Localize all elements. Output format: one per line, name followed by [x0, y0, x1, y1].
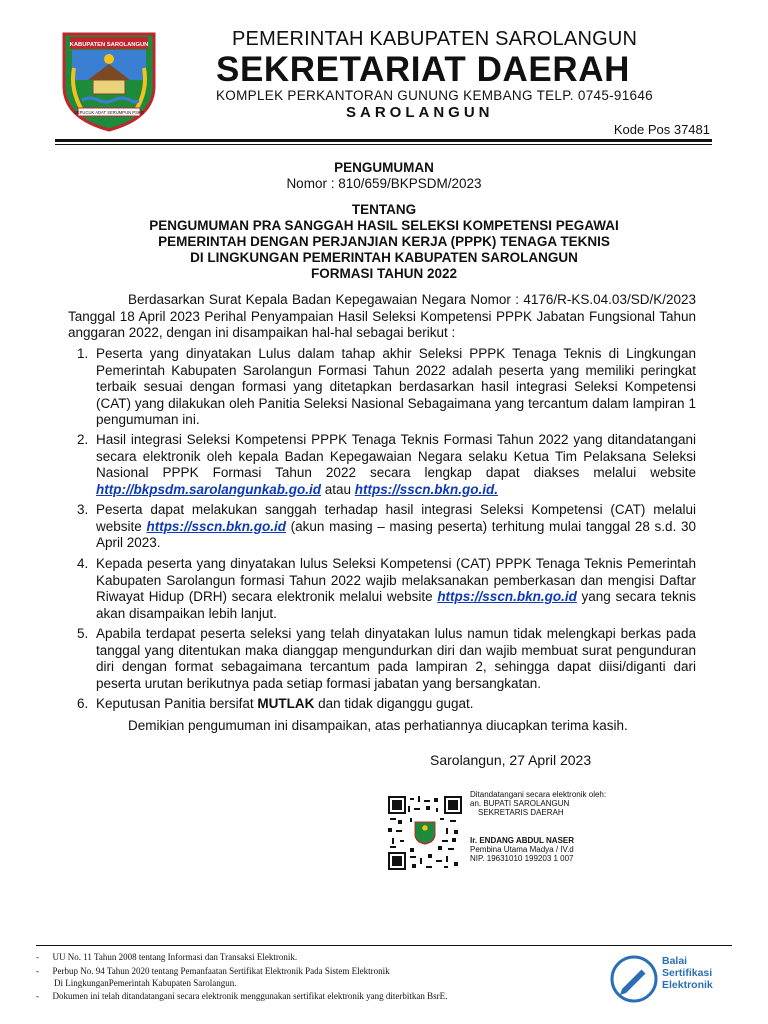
office-address: KOMPLEK PERKANTORAN GUNUNG KEMBANG TELP. 0745-91646	[216, 88, 653, 103]
list-text: Peserta dapat melakukan sanggah terhadap hasil integrasi Seleksi Kompetensi (CAT) melalui website https://sscn.bkn.go.id (akun masing – masing peserta) terhitung mulai tanggal 28 s.d. 30 April 2023.	[96, 502, 697, 550]
list-item	[68, 556, 696, 622]
footer-note: - Perbup No. 94 Tahun 2020 tentang Pemanfaatan Sertifikat Elektronik Pada Sistem Elektronik	[36, 966, 390, 976]
government-name: PEMERINTAH KABUPATEN SAROLANGUN	[232, 28, 638, 50]
title-line-4: FORMASI TAHUN 2022	[310, 266, 458, 281]
qr-code-icon	[388, 796, 462, 870]
list-text: Kepada peserta yang dinyatakan lulus Seleksi Kompetensi (CAT) PPPK Tenaga Teknis Pemerintah Kabupaten Sarolangun formasi Tahun 2022 wajib melaksanakan pemberkasan dan mengisi Daftar Riwayat Hidup (DRH) secara elektronik melalui website https://sscn.bkn.go.id yang secara teknis akan disampaikan lebih lanjut.	[96, 556, 697, 621]
list-number: 5.	[77, 626, 89, 641]
postal-code: Kode Pos 37481	[613, 122, 710, 137]
list-text: Apabila terdapat peserta seleksi yang telah dinyatakan lulus namun tidak melengkapi berkas pada tanggal yang ditentukan maka dianggap mengundurkan diri dan wajib membuat surat pengunduran diri dengan format sebagaimana tercantum pada lampiran 2, sehingga dapat diisi/diganti dari peserta urutan berikutnya pada setiap formasi jabatan yang bersangkatan.	[96, 626, 696, 691]
list-item	[68, 696, 696, 713]
letterhead-rule-thick	[55, 139, 712, 142]
closing-paragraph: Demikian pengumuman ini disampaikan, atas perhatiannya diucapkan terima kasih.	[128, 718, 628, 733]
list-item	[68, 626, 696, 692]
letterhead-rule-thin	[55, 144, 712, 145]
office-city: SAROLANGUN	[346, 104, 494, 121]
link-sscn[interactable]: https://sscn.bkn.go.id	[146, 518, 286, 534]
list-number: 3.	[77, 502, 89, 517]
list-item	[68, 502, 696, 552]
emblem-bottom-text: SEPUCUK ADAT SERUMPUN PSKO	[74, 110, 144, 115]
document-number: Nomor : 810/659/BKPSDM/2023	[286, 176, 482, 191]
signer-on-behalf: an. BUPATI SAROLANGUN	[470, 799, 570, 808]
bsre-pen-logo-icon	[608, 953, 660, 1005]
signer-name: Ir. ENDANG ABDUL NASER	[470, 836, 575, 845]
regency-emblem-icon	[60, 28, 158, 132]
document-kind: PENGUMUMAN	[334, 160, 434, 175]
about-label: TENTANG	[351, 202, 417, 217]
signed-electronically-label: Ditandatangani secara elektronik oleh:	[470, 790, 607, 799]
link-bkpsdm[interactable]: http://bkpsdm.sarolangunkab.go.id	[96, 481, 322, 497]
place-date: Sarolangun, 27 April 2023	[430, 752, 592, 768]
list-item	[68, 346, 696, 429]
emphasis-mutlak: MUTLAK	[257, 696, 315, 711]
list-number: 4.	[77, 556, 89, 571]
title-line-3: DI LINGKUNGAN PEMERINTAH KABUPATEN SAROLANGUN	[190, 250, 578, 265]
footer-rule	[36, 945, 732, 946]
bsre-line-1: Balai	[662, 955, 688, 967]
list-number: 2.	[77, 432, 89, 447]
bsre-label	[662, 955, 713, 991]
signer-rank: Pembina Utama Madya / IV.d	[470, 845, 574, 854]
bsre-line-3: Elektronik	[662, 979, 713, 991]
list-item	[68, 432, 696, 498]
list-number: 6.	[77, 696, 89, 711]
footer-note: - UU No. 11 Tahun 2008 tentang Informasi dan Transaksi Elektronik.	[36, 952, 298, 962]
footer-note: - Dokumen ini telah ditandatangani secara elektronik menggunakan sertifikat elektronik yang diterbitkan BsrE.	[36, 991, 448, 1001]
title-line-1: PENGUMUMAN PRA SANGGAH HASIL SELEKSI KOMPETENSI PEGAWAI	[149, 218, 619, 233]
footer-note-continued: Di LingkunganPemerintah Kabupaten Sarolangun.	[54, 978, 237, 988]
signer-nip: NIP. 19631010 199203 1 007	[470, 854, 574, 863]
list-text: Peserta yang dinyatakan Lulus dalam tahap akhir Seleksi PPPK Tenaga Teknis di Lingkungan Pemerintah Kabupaten Sarolangun Formasi Tahun 2022 adalah peserta yang memiliki peringkat terbaik sesuai dengan formasi yang ditetapkan berdasarkan hasil integrasi Seleksi Kompetensi (CAT) yang dilakukan oleh Panitia Seleksi Nasional Sebagaimana yang tercantum dalam lampiran 1 pengumuman ini.	[96, 346, 696, 427]
title-line-2: PEMERINTAH DENGAN PERJANJIAN KERJA (PPPK) TENAGA TEKNIS	[158, 234, 610, 249]
bsre-line-2: Sertifikasi	[662, 967, 713, 979]
link-sscn[interactable]: https://sscn.bkn.go.id.	[354, 481, 499, 497]
list-text: Keputusan Panitia bersifat MUTLAK dan tidak diganggu gugat.	[96, 696, 474, 711]
intro-paragraph: Berdasarkan Surat Kepala Badan Kepegawaian Negara Nomor : 4176/R-KS.04.03/SD/K/2023 Tanggal 18 April 2023 Perihal Penyampaian Hasil Seleksi Kompetensi PPPK Jabatan Fungsional Tahun anggaran 2022, dengan ini disampaikan hal-hal sebagai berikut :	[68, 292, 696, 340]
signer-position: SEKRETARIS DAERAH	[478, 808, 564, 817]
list-text: Hasil integrasi Seleksi Kompetensi PPPK Tenaga Teknis Formasi Tahun 2022 yang ditandatangani secara elektronik oleh kepala Badan Kepegawaian Negara selaku Ketua Tim Pelaksana Seleksi Nasional PPPK Formasi Tahun 2022 secara lengkap dapat diakses melalui website http://bkpsdm.sarolangunkab.go.id atau https://sscn.bkn.go.id.	[96, 432, 696, 497]
emblem-top-text: KABUPATEN SAROLANGUN	[69, 42, 149, 48]
link-sscn[interactable]: https://sscn.bkn.go.id	[437, 589, 577, 604]
list-number: 1.	[77, 346, 89, 361]
office-name: SEKRETARIAT DAERAH	[216, 50, 630, 89]
